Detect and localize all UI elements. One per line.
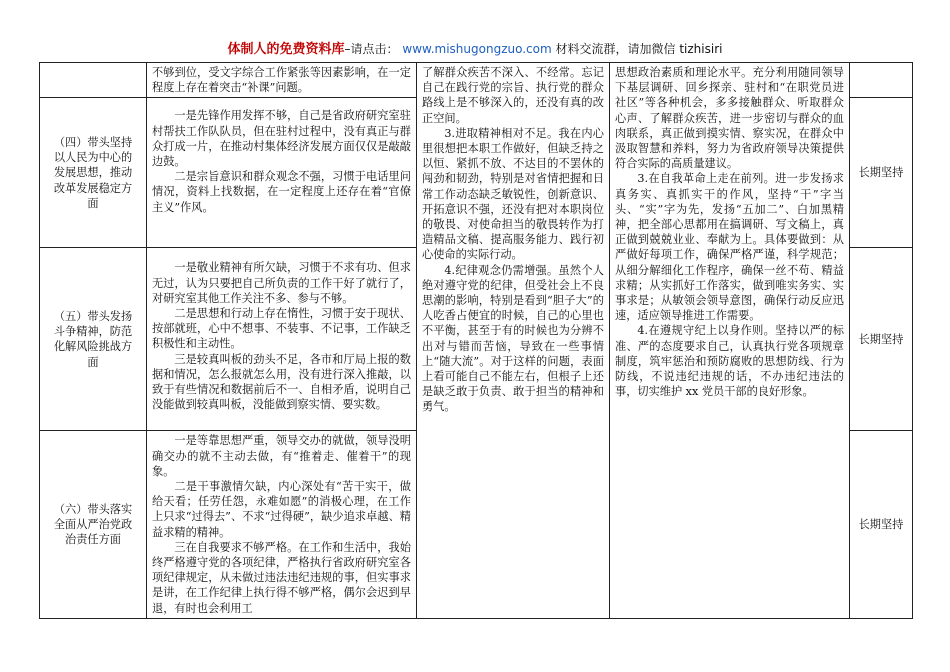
problem-text: 二是宗旨意识和群众观念不强，习惯于电话里问情况，资料上找数据，在一定程度上还存在着“官僚主义”作风。 xyxy=(152,170,411,214)
banner-url-link[interactable]: www.mishugongzuo.com xyxy=(402,42,552,56)
problem-text: 二是思想和行动上存在惰性，习惯于安于现状、按部就班，心中不想事、不装事、不记事，工作缺乏积极性和主动性。 xyxy=(152,307,411,351)
problem-text: 一是等靠思想严重，领导交办的就做，领导没明确交办的就不主动去做，有“推着走、催着干”的现象。 xyxy=(152,434,411,478)
period-cell: 长期坚持 xyxy=(850,431,913,618)
measure-cell xyxy=(610,63,850,619)
problem-text: 一是敬业精神有所欠缺，习惯于不求有功、但求无过，认为只要把自己所负责的工作干好了就行了，对研究室其他工作关注不多、参与不够。 xyxy=(152,261,411,305)
problem-cell xyxy=(147,248,417,431)
period-cell xyxy=(850,63,913,98)
problem-cell xyxy=(147,431,417,618)
rectification-table xyxy=(39,62,913,619)
cause-cell xyxy=(417,63,610,619)
header-banner xyxy=(0,38,950,57)
cause-text: 3.进取精神相对不足。我在内心里很想把本职工作做好，但缺乏持之以恒、紧抓不放、不达目的不罢休的闯劲和韧劲，特别是对省情把握和日常工作动态缺乏敏锐性，创新意识、开拓意识不强，还没有把对本职岗位的敬畏、对使命担当的敬畏转作为打造精品文稿、提高服务能力、践行初心使命的实际行动。 xyxy=(422,126,604,262)
measure-text: 3.在自我革命上走在前列。进一步发扬求真务实、真抓实干的作风，坚持“干”字当头、“实”字为先，发扬“五加二”、白加黑精神，把全部心思都用在搞调研、写文稿上，真正做到兢兢业业、奉献为上。具体要做到：从严做好每项工作，确保严格严谨，科学规范；从细分解细化工作程序，确保一丝不苟、精益求精；从实抓好工作落实，做到唯实务实、实事求是；从敏领会领导意图，确保行动反应迅速，适应领导推进工作需要。 xyxy=(615,172,844,323)
problem-text: 二是干事激情欠缺，内心深处有“苦干实干，做给天看；任劳任怨，永难如愿”的消极心理，在工作上只求“过得去”、不求“过得硬”，缺少追求卓越、精益求精的精神。 xyxy=(152,480,411,539)
item-cell: （五）带头发扬斗争精神，防范化解风险挑战方面 xyxy=(40,248,147,431)
measure-text: 4.在遵规守纪上以身作则。坚持以严的标准、严的态度要求自己，认真执行党各项规章制度，筑牢惩治和预防腐败的思想防线、行为防线，不说违纪违规的话，不办违纪违法的事，切实维护 xx 党员干部的良好形象。 xyxy=(615,324,844,399)
period-cell: 长期坚持 xyxy=(850,248,913,431)
banner-tail-text: 材料交流群，请加微信 tizhisiri xyxy=(555,42,723,56)
problem-text: 三是较真叫板的劲头不足，各市和厅局上报的数据和情况，怎么报就怎么用，没有进行深入推敲，以致于有些情况和数据前后不一、自相矛盾，说明自己没能做到较真叫板，没能做到察实情、要实数。 xyxy=(152,352,411,412)
problem-text: 不够到位，受文字综合工作紧张等因素影响，在一定程度上存在着突击“补课”问题。 xyxy=(152,66,411,95)
item-cell xyxy=(40,63,147,98)
problem-cell xyxy=(147,63,417,98)
item-cell: （六）带头落实全面从严治党政治责任方面 xyxy=(40,431,147,618)
period-cell: 长期坚持 xyxy=(850,98,913,248)
item-cell: （四）带头坚持以人民为中心的发展思想，推动改革发展稳定方面 xyxy=(40,98,147,248)
banner-click-text: –请点击： xyxy=(344,42,399,56)
problem-text: 一是先锋作用发挥不够，自己是省政府研究室驻村帮扶工作队队员，但在驻村过程中，没有真正与群众打成一片，在推动村集体经济发展方面仅仅是敲敲边鼓。 xyxy=(152,109,411,169)
cause-text: 4.纪律观念仍需增强。虽然个人绝对遵守党的纪律，但受社会上不良思潮的影响，特别是看到“胆子大”的人吃香占便宜的时候，自己的心里也不平衡，甚至于有的时候也为分辨不出对与错而苦恼，导致在一些事情上“随大流”。对于这样的问题，表面上看可能自己不能左右，但根子上还是缺乏敢于负责、敢于担当的精神和勇气。 xyxy=(422,263,604,414)
table-row xyxy=(40,63,913,98)
problem-cell xyxy=(147,98,417,248)
cause-text: 了解群众疾苦不深入、不经常。忘记自己在践行党的宗旨、执行党的群众路线上是不够深入的，还没有真的改正空间。 xyxy=(422,66,604,125)
measure-text: 思想政治素质和理论水平。充分利用随同领导下基层调研、回乡探亲、驻村和“在职党员进社区”等各种机会，多多接触群众、听取群众心声、了解群众疾苦，进一步密切与群众的血肉联系，真正做到摸实情、察实况，在群众中汲取智慧和养料，努力为省政府领导决策提供符合实际的高质量建议。 xyxy=(615,66,844,171)
problem-text: 三在自我要求不够严格。在工作和生活中，我始终严格遵守党的各项纪律，严格执行省政府研究室各项纪律规定，从未做过违法违纪违规的事，但实事求是讲，在工作纪律上执行得不够严格，偶尔会迟到早退，有时也会利用工 xyxy=(152,540,411,615)
banner-title: 体制人的免费资料库 xyxy=(227,42,345,57)
